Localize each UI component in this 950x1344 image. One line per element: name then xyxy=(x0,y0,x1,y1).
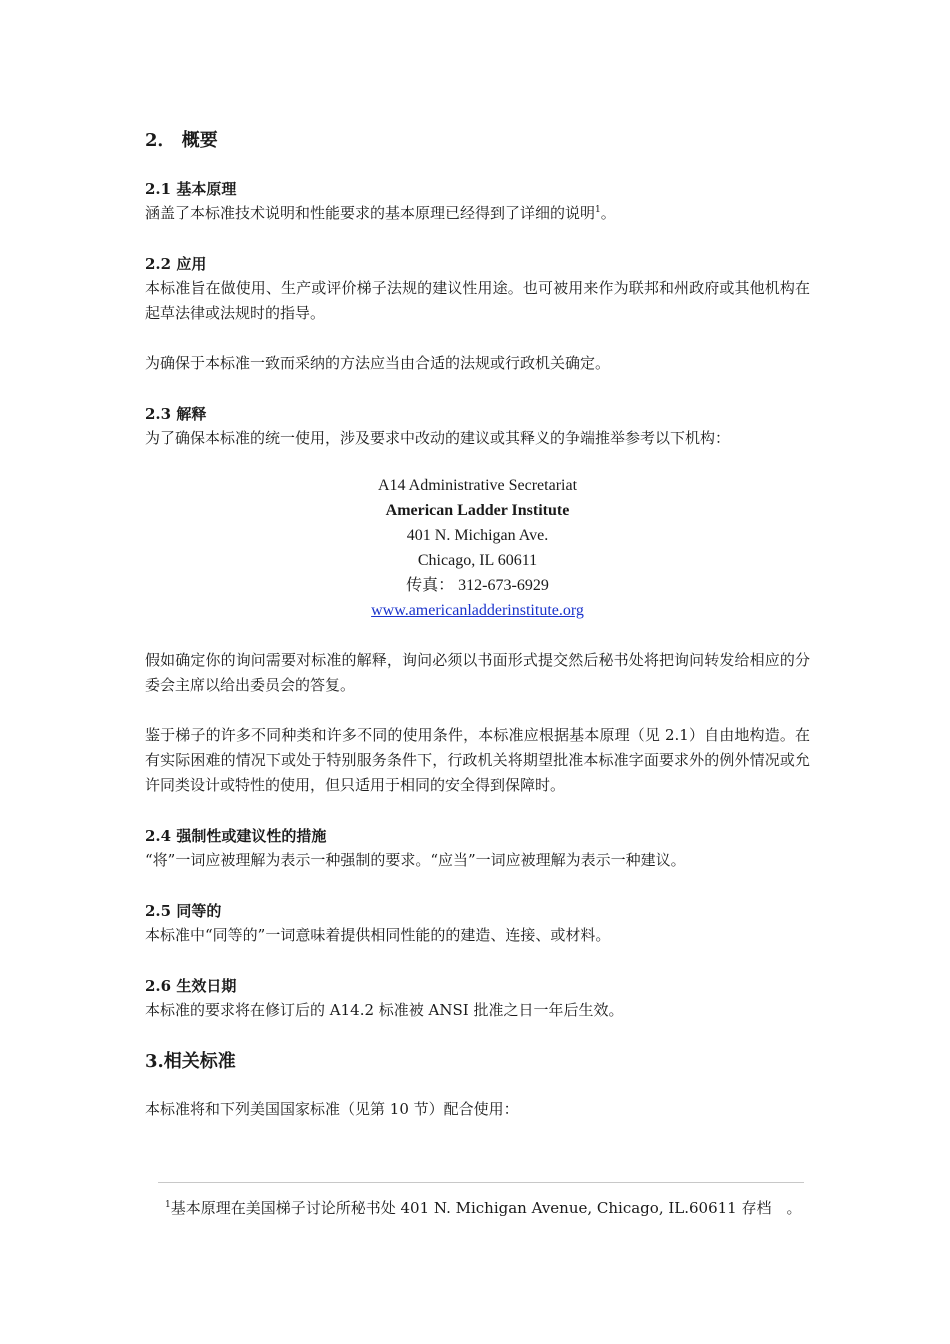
footnote-divider xyxy=(158,1182,804,1183)
section-3-title: 3.相关标准 xyxy=(145,1051,236,1072)
section-2-3-paragraph-1: 为了确保本标准的统一使用，涉及要求中改动的建议或其释义的争端推举参考以下机构： xyxy=(145,429,731,447)
section-2-1-text xyxy=(145,201,810,226)
section-2-3-paragraph-3: 鉴于梯子的许多不同种类和许多不同的使用条件，本标准应根据基本原理（见 2.1）自由地构造。在有实际困难的情况下或处于特别服务条件下，行政机关将期望批准本标准字面要求外的例外情况或允许同类设计或特性的使用，但只适用于相同的安全得到保障时。 xyxy=(145,726,810,794)
section-2-3-title: 2.3 解释 xyxy=(145,405,207,423)
section-2-4-title: 2.4 强制性或建议性的措施 xyxy=(145,827,327,845)
address-organization: American Ladder Institute xyxy=(385,502,570,519)
section-2-1-tail: 。 xyxy=(600,204,616,222)
footnote-mark: 1 xyxy=(165,1200,171,1210)
section-2-3-paragraph-2: 假如确定你的询问需要对标准的解释，询问必须以书面形式提交然后秘书处将把询问转发给相应的分委会主席以给出委员会的答复。 xyxy=(145,651,810,694)
address-street: 401 N. Michigan Ave. xyxy=(406,527,549,544)
footnote-ref[interactable]: 1 xyxy=(595,205,601,215)
address-secretariat: A14 Administrative Secretariat xyxy=(377,477,578,494)
section-2-2-paragraph-2: 为确保于本标准一致而采纳的方法应当由合适的法规或行政机关确定。 xyxy=(145,354,611,372)
section-2-4-text: “将”一词应被理解为表示一种强制的要求。“应当”一词应被理解为表示一种建议。 xyxy=(145,851,686,869)
website-link[interactable]: www.americanladderinstitute.org xyxy=(371,602,584,619)
section-2-6-title: 2.6 生效日期 xyxy=(145,977,237,995)
section-2-5-title: 2.5 同等的 xyxy=(145,902,222,920)
section-3-text: 本标准将和下列美国国家标准（见第 10 节）配合使用： xyxy=(145,1100,519,1118)
section-2-1-title: 2.1 基本原理 xyxy=(145,180,237,198)
address-block xyxy=(145,473,810,623)
address-fax: 传真： 312-673-6929 xyxy=(406,577,549,594)
section-2-5-text: 本标准中“同等的”一词意味着提供相同性能的的建造、连接、或材料。 xyxy=(145,926,611,944)
section-2-2-paragraph-1: 本标准旨在做使用、生产或评价梯子法规的建议性用途。也可被用来作为联邦和州政府或其他机构在起草法律或法规时的指导。 xyxy=(145,279,810,322)
footnote xyxy=(165,1197,802,1218)
section-2-2-title: 2.2 应用 xyxy=(145,255,207,273)
section-2-6-text: 本标准的要求将在修订后的 A14.2 标准被 ANSI 批准之日一年后生效。 xyxy=(145,1001,624,1019)
section-2-title: 2． 概要 xyxy=(145,130,218,151)
address-city: Chicago, IL 60611 xyxy=(417,552,538,569)
section-2-1-body: 涵盖了本标准技术说明和性能要求的基本原理已经得到了详细的说明 xyxy=(145,204,596,222)
footnote-text: 基本原理在美国梯子讨论所秘书处 401 N. Michigan Avenue, Chicago, IL.60611 存档 。 xyxy=(170,1199,802,1217)
